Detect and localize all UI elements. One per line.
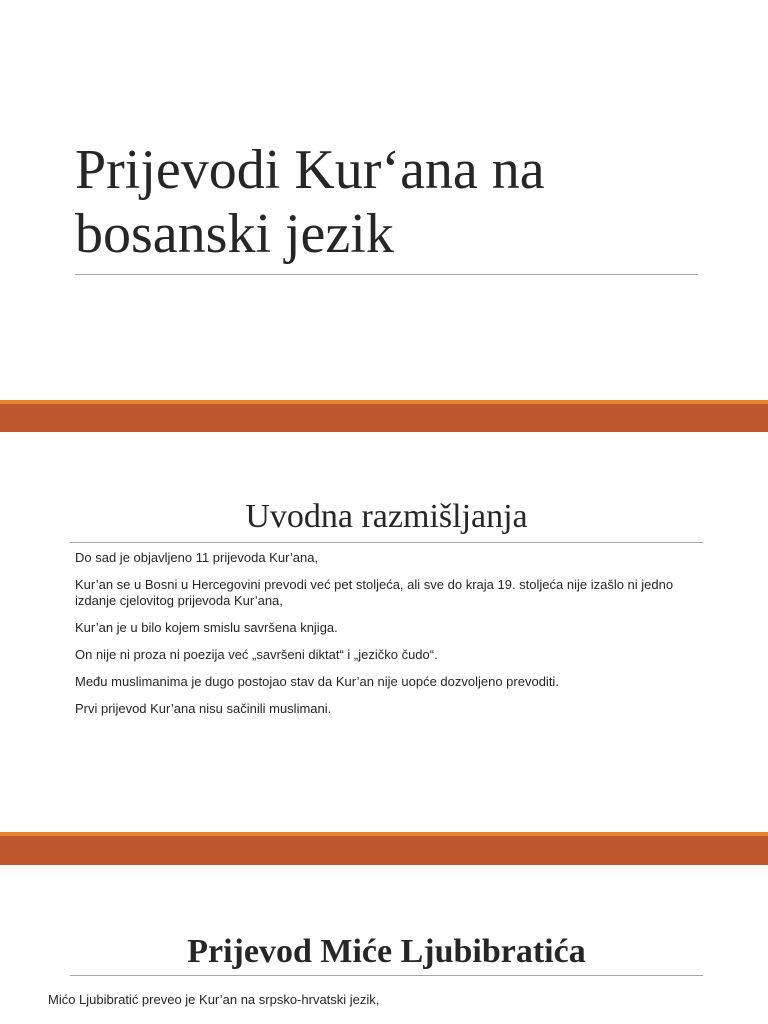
bullet-item: Kur’an je u bilo kojem smislu savršena knjiga.	[75, 620, 338, 635]
title-line-2: bosanski jezik	[75, 203, 394, 265]
bullet-item: Kur’an se u Bosni u Hercegovini prevodi već pet stoljeća, ali sve do kraja 19. stoljeća nije izašlo ni jedno izdanje cjelovitog prijevoda Kur’ana,	[75, 577, 674, 608]
presentation-title	[75, 138, 715, 266]
slide-divider	[0, 832, 768, 865]
title-underline	[75, 274, 698, 275]
bullet-list	[75, 550, 705, 728]
section-underline	[70, 975, 703, 976]
bullet-item: Prvi prijevod Kur’ana nisu sačinili muslimani.	[75, 701, 332, 716]
section-underline	[70, 542, 703, 543]
bullet-item: Među muslimanima je dugo postojao stav da Kur’an nije uopće dozvoljeno prevoditi.	[75, 674, 559, 689]
section-title: Prijevod Miće Ljubibratića	[187, 933, 586, 970]
slide-intro	[0, 432, 768, 832]
slide-ljubibratic	[0, 865, 768, 1024]
title-line-1: Prijevodi Kur‘ana na	[75, 139, 545, 201]
section-title: Uvodna razmišljanja	[245, 498, 528, 535]
slide-divider	[0, 400, 768, 432]
slide-divider-accent	[0, 400, 768, 404]
body-text: Mićo Ljubibratić preveo je Kur’an na srpsko-hrvatski jezik,	[48, 992, 380, 1007]
bullet-item: Do sad je objavljeno 11 prijevoda Kur’ana,	[75, 550, 319, 565]
bullet-item: On nije ni proza ni poezija već „savršeni diktat“ i „jezičko čudo“.	[75, 647, 438, 662]
slide-title	[0, 0, 768, 400]
slide-divider-accent	[0, 832, 768, 836]
